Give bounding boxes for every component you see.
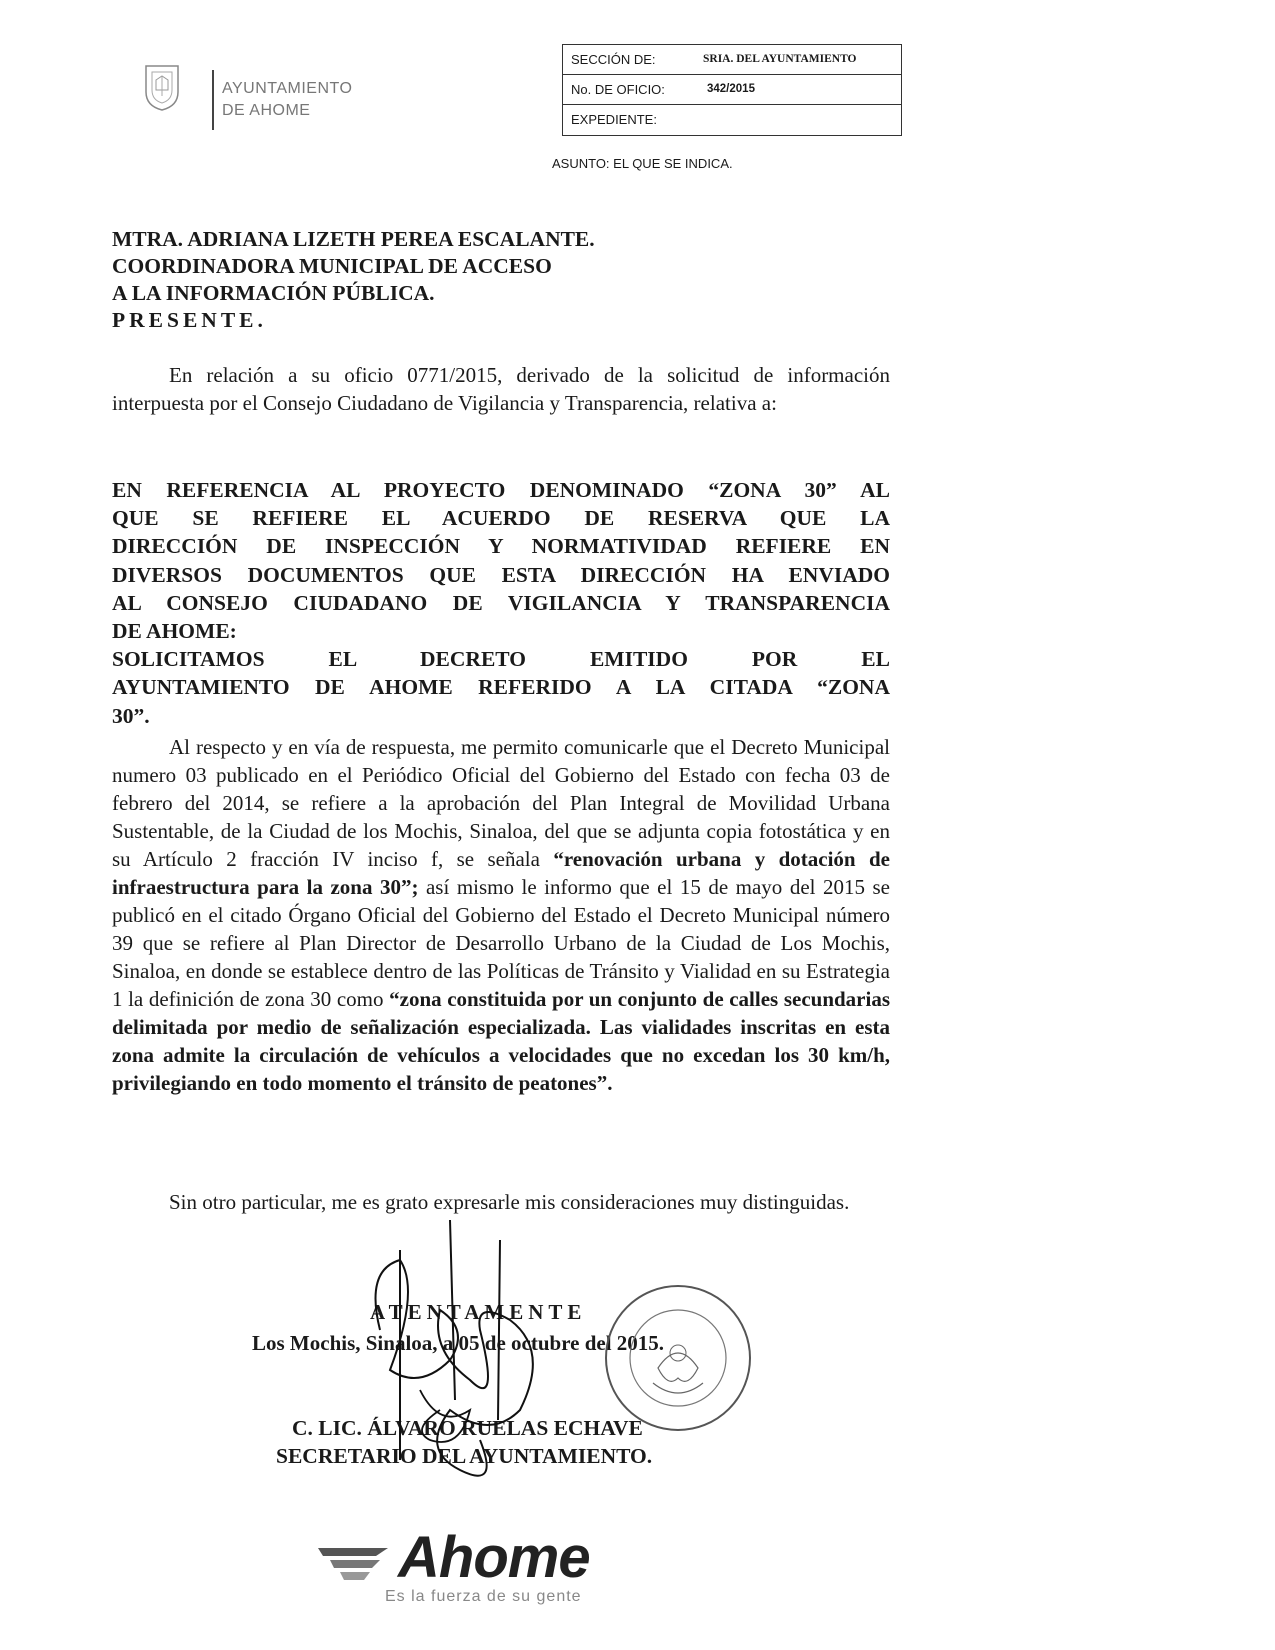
addressee-position: COORDINADORA MUNICIPAL DE ACCESO xyxy=(112,254,552,278)
place-date: Los Mochis, Sinaloa, a 05 de octubre del 2015. xyxy=(252,1331,665,1355)
ahome-tagline: Es la fuerza de su gente xyxy=(385,1588,582,1605)
addressee-presente: PRESENTE. xyxy=(112,308,267,332)
municipal-crest-icon xyxy=(140,62,184,112)
response-paragraph xyxy=(112,733,890,1097)
org-name-line1: AYUNTAMIENTO xyxy=(222,80,353,97)
oficio-label: No. DE OFICIO: xyxy=(571,82,665,97)
asunto-line: ASUNTO: EL QUE SE INDICA. xyxy=(552,156,733,171)
request-line: DE AHOME: xyxy=(112,619,237,644)
addressee-name: MTRA. ADRIANA LIZETH PEREA ESCALANTE. xyxy=(112,227,595,251)
expediente-row xyxy=(563,105,901,135)
intro-paragraph: En relación a su oficio 0771/2015, derivado de la solicitud de información interpuesta por el Consejo Ciudadano de Vigilancia y Transparencia, relativa a: xyxy=(112,363,890,415)
org-divider xyxy=(212,70,214,130)
response-text-1: Al respecto y en vía de respuesta, me permito comunicarle que el Decreto Municipal numero 03 publicado en el Periódico Oficial del Gobierno del Estado con fecha 03 de febrero del 2014, se refiere a la aprobación del Plan Integral de Movilidad Urbana Sustentable, de la Ciudad de los Mochis, Sinaloa, del que se adjunta copia fotostática y en su Artículo 2 fracción IV inciso f, se señala xyxy=(112,735,890,871)
oficio-row xyxy=(563,75,901,105)
addressee-position-cont: A LA INFORMACIÓN PÚBLICA. xyxy=(112,281,435,305)
signer-name: C. LIC. ÁLVARO RUELAS ECHAVE xyxy=(292,1416,643,1440)
request-line: DIVERSOS DOCUMENTOS QUE ESTA DIRECCIÓN HA ENVIADO xyxy=(112,562,890,587)
seccion-value: SRIA. DEL AYUNTAMIENTO xyxy=(703,53,857,65)
seccion-row xyxy=(563,45,901,75)
request-line: AYUNTAMIENTO DE AHOME REFERIDO A LA CITADA “ZONA xyxy=(112,675,890,700)
request-line: AL CONSEJO CIUDADANO DE VIGILANCIA Y TRANSPARENCIA xyxy=(112,590,890,615)
ahome-logo-text: Ahome xyxy=(398,1525,590,1590)
request-line: 30”. xyxy=(112,703,150,728)
addressee-block xyxy=(112,226,812,334)
request-line: SOLICITAMOS EL DECRETO EMITIDO POR EL xyxy=(112,647,890,672)
response-quote-2: “zona constituida por un conjunto de calles secundarias delimitada por medio de señalización especializada. Las vialidades inscritas en esta zona admite la circulación de vehículos a velocidades que no excedan los 30 km/h, privilegiando en todo momento el tránsito de peatones”. xyxy=(112,987,891,1095)
expediente-label: EXPEDIENTE: xyxy=(571,112,657,127)
response-text-2: así mismo le informo que el 15 de mayo del 2015 se publicó en el citado Órgano Oficial del Gobierno del Estado el Decreto Municipal número 39 que se refiere al Plan Director de Desarrollo Urbano de la Ciudad de Los Mochis, Sinaloa, en donde se establece dentro de las Políticas de Tránsito y Vialidad en su Estrategia 1 la definición de zona 30 como xyxy=(112,875,890,1011)
signer-title: SECRETARIO DEL AYUNTAMIENTO. xyxy=(276,1444,653,1468)
closing-paragraph: Sin otro particular, me es grato expresarle mis consideraciones muy distinguidas. xyxy=(169,1190,850,1214)
atentamente: ATENTAMENTE xyxy=(370,1300,587,1324)
org-name-line2: DE AHOME xyxy=(222,102,311,119)
request-line: DIRECCIÓN DE INSPECCIÓN Y NORMATIVIDAD REFIERE EN xyxy=(112,534,890,559)
request-line: EN REFERENCIA AL PROYECTO DENOMINADO “ZONA 30” AL xyxy=(112,478,890,502)
handwritten-signature-icon xyxy=(360,1210,560,1510)
request-line: QUE SE REFIERE EL ACUERDO DE RESERVA QUE LA xyxy=(112,506,890,531)
response-quote-1: “renovación urbana y dotación de infraestructura para la zona 30”; xyxy=(112,847,890,899)
seccion-label: SECCIÓN DE: xyxy=(571,52,656,67)
request-block xyxy=(112,476,890,730)
oficio-value: 342/2015 xyxy=(707,83,755,95)
official-seal-icon xyxy=(598,1278,758,1438)
reference-box xyxy=(562,44,902,136)
